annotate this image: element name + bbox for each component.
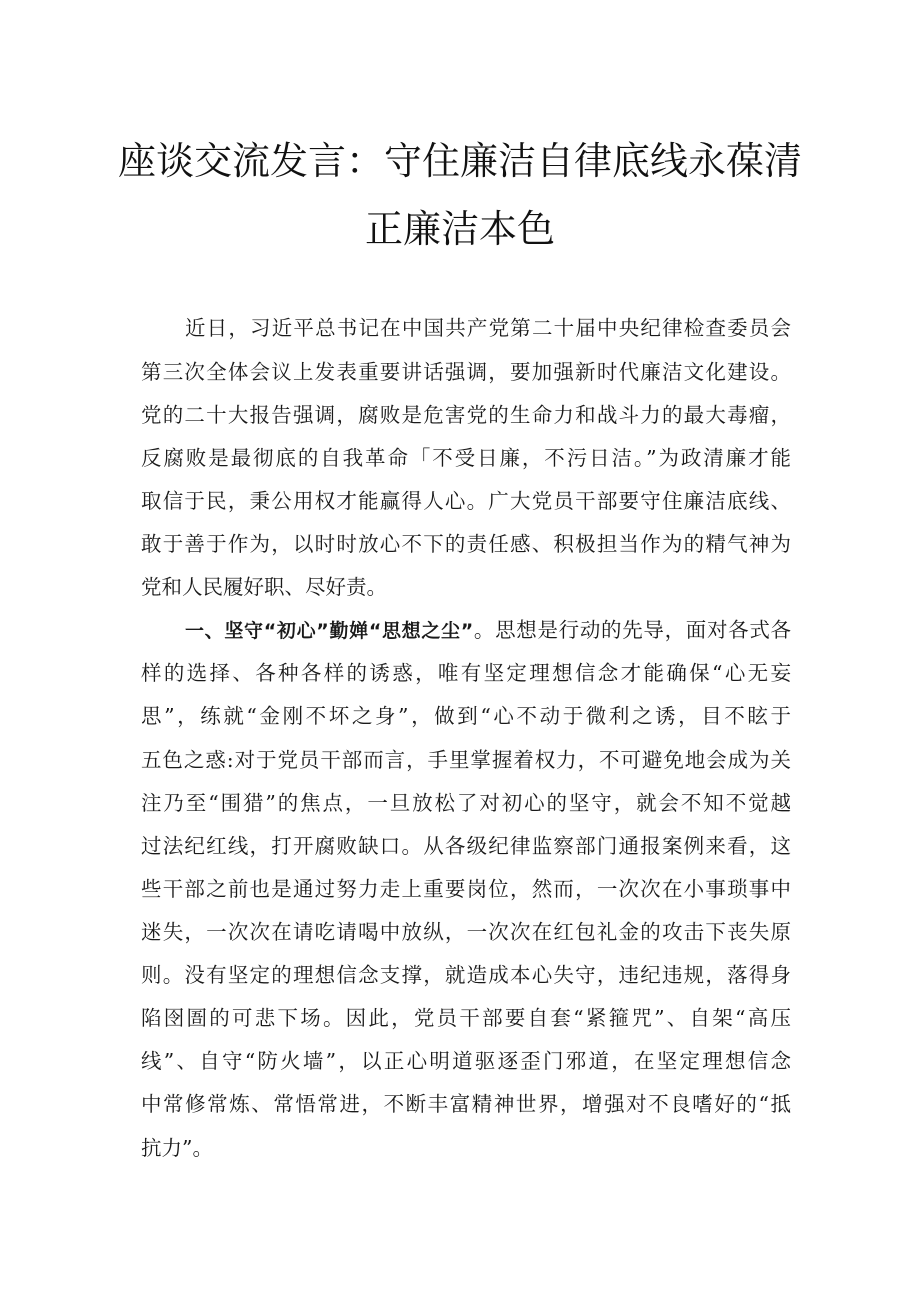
paragraph-1-line: 党的二十大报告强调，腐败是危害党的生命力和战斗力的最大毒瘤， <box>141 403 791 427</box>
paragraph-1-line: 近日，习近平总书记在中国共产党第二十届中央纪律检查委员会 <box>185 316 791 340</box>
paragraph-1-line: 敢于善于作为，以时时放心不下的责任感、积极担当作为的精气神为 <box>141 532 791 556</box>
paragraph-2-text: 。思想是行动的先导，面对各式各 <box>473 618 792 642</box>
section-heading: 一、坚守“初心”勤婵“思想之尘” <box>185 620 474 642</box>
paragraph-2-line: 些干部之前也是通过努力走上重要岗位，然而，一次次在小事琐事中 <box>141 877 791 901</box>
paragraph-2-line: 思”，练就“金刚不坏之身”，做到“心不动于微利之诱，目不眩于 <box>141 704 791 728</box>
paragraph-2-line <box>185 615 791 646</box>
paragraph-2-line: 陷囹圄的可悲下场。因此，党员干部要自套“紧箍咒”、自架“高压 <box>141 1006 791 1030</box>
paragraph-1-line: 反腐败是最彻底的自我革命「不受日廉，不污日洁。”为政清廉才能 <box>141 446 791 470</box>
paragraph-2-line: 线”、自守“防火墙”，以正心明道驱逐歪门邪道，在坚定理想信念 <box>141 1049 791 1073</box>
paragraph-2-line: 注乃至“围猎”的焦点，一旦放松了对初心的坚守，就会不知不觉越 <box>141 791 791 815</box>
paragraph-2-line: 中常修常炼、常悟常进，不断丰富精神世界，增强对不良嗜好的“抵 <box>141 1092 791 1116</box>
paragraph-1-line: 第三次全体会议上发表重要讲话强调，要加强新时代廉洁文化建设。 <box>141 360 791 384</box>
paragraph-1-line: 取信于民，秉公用权才能赢得人心。广大党员干部要守住廉洁底线、 <box>141 489 791 513</box>
paragraph-2-line: 五色之惑:对于党员干部而言，手里掌握着权力，不可避免地会成为关 <box>141 748 791 772</box>
paragraph-2-line: 样的选择、各种各样的诱惑，唯有坚定理想信念才能确保“心无妄 <box>141 661 791 685</box>
document-title-line-1: 座谈交流发言：守住廉洁自律底线永葆清 <box>117 139 802 183</box>
document-title-line-2: 正廉洁本色 <box>364 207 555 251</box>
paragraph-2-line: 过法纪红线，打开腐败缺口。从各级纪律监察部门通报案例来看，这 <box>141 834 791 858</box>
paragraph-1-line: 党和人民履好职、尽好责。 <box>141 575 387 599</box>
paragraph-2-line: 则。没有坚定的理想信念支撑，就造成本心失守，违纪违规，落得身 <box>141 963 791 987</box>
paragraph-2-line: 抗力”。 <box>141 1136 213 1160</box>
paragraph-2-line: 迷失，一次次在请吃请喝中放纵，一次次在红包礼金的攻击下丧失原 <box>141 920 791 944</box>
